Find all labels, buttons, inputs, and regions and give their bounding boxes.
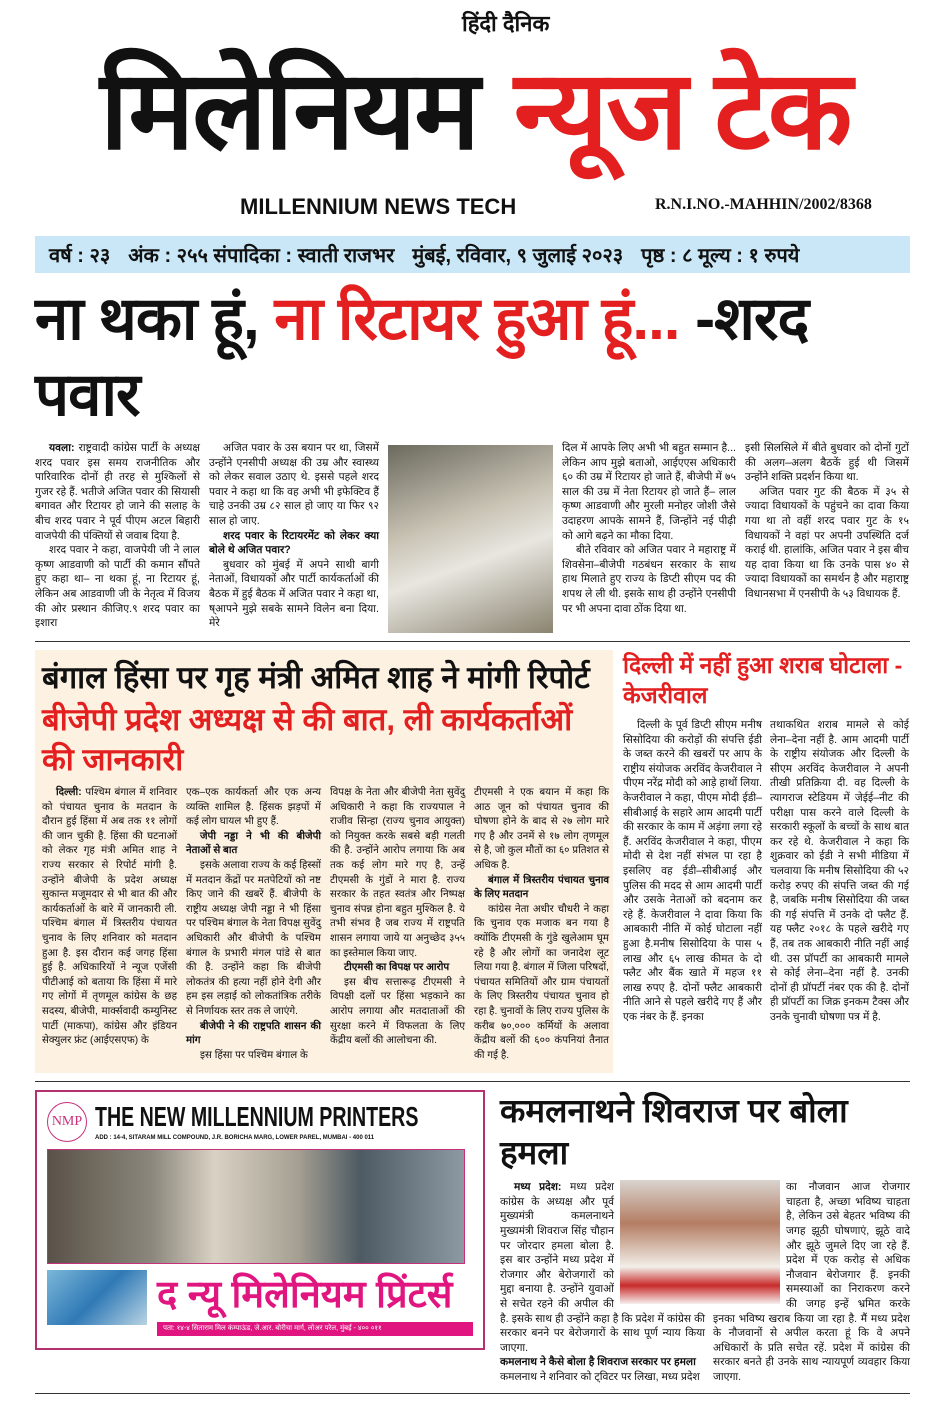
dateline: यवला: [49,442,75,454]
paragraph: उन्होंने कहा है कि प्रदेश में कांग्रेस की सरकार बनने पर बेरोजगारों के साथ पूर्ण न्याय किया जाएगा. [500,1312,706,1354]
dateline: दिल्ली: [56,787,82,798]
paragraph: शरद पवार ने कहा, वाजपेयी जी ने लाल कृष्ण आडवाणी को पार्टी की कमान सौंपते हुए कहा था– ना थका हूं, ना रिटायर हूं, लेकिन अब आडवाणी जी के नेतृत्व में विजय की ओर प्रस्थान कीजिए.९ शरद पवार का इशारा [35,544,200,630]
paragraph: अजित पवार गुट की बैठक में ३५ से ज्यादा विधायकों के पहुंचने का दावा किया गया था तो वहीं शरद पवार गुट के १५ विधायकों ने वहां पर अपनी उपस्थिति दर्ज कराई थी. हालांकि, अजित पवार ने इस बीच यह दावा किया था कि उनके पास ४० से ज्यादा विधायकों का समर्थन है और महाराष्ट्र विधानसभा में एनसीपी के ५३ विधायक हैं. [745,485,909,600]
ad-footer [47,1270,473,1336]
paragraph: विपक्ष के नेता और बीजेपी नेता सुवेंदु अधिकारी ने कहा कि राज्यपाल ने राजीव सिन्हा (राज्य चुनाव आयुक्त) को नियुक्त करके सबसे बड़ी गलती की है. उन्होंने आरोप लगाया कि अब तक कई लोग मारे गए है, उन्हें टीएमसी के गुंडों ने मारा है. राज्य सरकार के तहत स्वतंत्र और निष्पक्ष चुनाव संपन्न होना बहुत मुश्किल है. ये तभी संभव है जब राज्य में राष्ट्रपति शासन लगाया जाये या अनुच्छेद ३५५ का इस्तेमाल किया जाए. [330,787,465,959]
paragraph: बीते रविवार को अजित पवार ने महाराष्ट्र में शिवसेना–बीजेपी गठबंधन सरकार के साथ हाथ मिलाते हुए राज्य के डिप्टी सीएम पद की शपथ ले ली थी. इसके साथ ही उन्होंने एनसीपी पर भी अपना दावा ठोंक दिया था. [562,544,736,615]
masthead-title-black: मिलेनियम [100,49,478,172]
issue-editor: अंक : २५५ संपादिका : स्वाती राजभर [128,245,395,267]
kamalnath-headline: कमलनाथने शिवराज पर बोला हमला [500,1092,848,1172]
paragraph: कमलनाथ ने शनिवार को ट्विटर पर लिखा, मध्य प्रदेश [500,1371,700,1383]
paragraph: इसके अलावा राज्य के कई हिस्सों में मतदान केंद्रों पर मतपेटियों को नष्ट किए जाने की खबरें हैं. बीजेपी के राष्ट्रीय अध्यक्ष जेपी नड्डा ने भी हिंसा पर पश्चिम बंगाल के नेता विपक्ष सुवेंदु अधिकारी और बीजेपी के पश्चिम बंगाल के प्रभारी मंगल पांडे से बात की है. उन्होंने कहा कि बीजेपी लोकतंत्र की हत्या नहीं होने देगी और हम इस लड़ाई को लोकतांत्रिक तरीके से निर्णायक स्तर तक ले जाएंगे. [186,859,321,1017]
headline-part-red: ना रिटायर हुआ हूं... [258,285,680,352]
lead-headline [35,281,910,433]
bengal-headline: बंगाल हिंसा पर गृह मंत्री अमित शाह ने मांगी रिपोर्ट [42,660,590,695]
subheading: शरद पवार के रिटायरमेंट को लेकर क्या बोले थे अजित पवार? [209,529,379,557]
printing-press-photo [47,1149,465,1264]
kamalnath-photo [620,1180,780,1304]
masthead [35,0,910,228]
subheading: टीएमसी का विपक्ष पर आरोप [344,962,450,974]
info-bar [35,236,910,273]
bengal-col-1 [42,786,177,1063]
paragraph: इस हिंसा पर पश्चिम बंगाल के [200,1049,308,1061]
bengal-col-4 [474,786,609,1063]
delhi-headline: दिल्ली में नहीं हुआ शराब घोटाला - केजरीवाल [623,652,903,708]
lead-col-3 [562,441,736,616]
ad-header [47,1100,473,1143]
delhi-columns [623,718,910,1024]
paragraph: किया जा रहा है. मैं मध्य प्रदेश के नौजवानों से अपील करता हूं कि वे अपने अधिकारों के प्रति सचेत रहें. प्रदेश में कांग्रेस की सरकार बनते ही उनके साथ न्यायपूर्ण व्यवहार किया जाएगा. [713,1312,910,1383]
bengal-col-3 [330,786,465,1063]
ad-hindi-block [157,1270,473,1336]
paragraph: बुधवार को मुंबई में अपने साथी बागी नेताओं, विधायकों और पार्टी कार्यकर्ताओं की बैठक में हुई बैठक में अजित पवार ने कहा था, ष्आपने मुझे सबके सामने विलेन बना दिया. मेरे [209,558,379,630]
ad-address: ADD : 14-4, SITARAM MILL COMPOUND, J.R. BORICHA MARG, LOWER PAREL, MUMBAI - 400 011 [95,1135,375,1142]
divider [35,1081,910,1082]
bengal-story-box [35,650,613,1073]
ad-hindi-address: पता: १४-४ सिताराम मिल कंम्पाऊंड, जे.आर. बोरीचा मार्ग, लोअर परेल, मुंबई - ४०० ०११ [157,1322,473,1336]
press-machine-image [47,1270,147,1325]
paragraph: इसी सिलसिले में बीते बुधवार को दोनों गुटों की अलग–अलग बैठकें हुई थी जिसमें उन्होंने शक्ति प्रदर्शन किया था. [745,442,909,484]
paragraph: मध्य प्रदेश कांग्रेस के अध्यक्ष और पूर्व मुख्यमंत्री कमलनाथने मुख्यमंत्री शिवराज सिंह चौहान पर जोरदार हमला बोला है. इस बार उन्होंने मध्य प्रदेश में रोजगार और बेरोजगारों को मुद्दा बनाया है. उन्होंने युवाओं से सचेत रहने की अपील की है. इसके साथ ही [500,1181,614,1325]
bengal-subheadline: बीजेपी प्रदेश अध्यक्ष से की बात, ली कार्यकर्ताओं की जानकारी [42,702,573,777]
dateline: मध्य प्रदेश: [514,1181,562,1194]
headline-part: ना थका हूं, [35,285,259,352]
divider [35,641,910,642]
paragraph: अजित पवार के उस बयान पर था, जिसमें उन्होंने एनसीपी अध्यक्ष की उम्र और स्वास्थ्य को लेकर सवाल उठाए थे. इससे पहले शरद पवार ने कहा था कि वह अभी भी इफेक्टिव हैं चाहे उनकी उम्र ८२ साल हो जाए या फिर ९२ साल हो जाए. [209,442,379,527]
year: वर्ष : २३ [49,245,111,267]
bengal-columns [42,786,607,1063]
ad-hindi-title: द न्यू मिलेनियम प्रिंटर्स [157,1274,453,1317]
nmp-logo: NMP [47,1102,87,1142]
ad-title-block [95,1100,473,1143]
paragraph: इस बीच सत्तारूढ़ टीएमसी ने विपक्षी दलों पर हिंसा भड़काने का आरोप लगाया और मतदाताओं की सुरक्षा करने में विफलता के लिए केंद्रीय बलों की आलोचना की. [330,976,465,1047]
kamalnath-body [500,1180,910,1384]
subheading: बंगाल में त्रिस्तरीय पंचायत चुनाव के लिए मतदान [474,874,609,901]
paragraph: राष्ट्रवादी कांग्रेस पार्टी के अध्यक्ष शरद पवार इस समय राजनीतिक और पारिवारिक दोनों ही तरह से मुश्किलों से गुजर रहे हैं. भतीजे अजित पवार की सियासी बगावत और रिटायर हो जाने की सलाह के बीच शरद पवार ने पूर्व पीएम अटल बिहारी वाजपेयी की पंक्तियों से जवाब दिया है. [35,442,200,542]
subheading: कमलनाथ ने कैसे बोला है शिवराज सरकार पर हमला [500,1356,696,1369]
pages-price: पृष्ठ : ८ मूल्य : १ रुपये [641,245,800,267]
bengal-col-2 [186,786,321,1063]
masthead-title-red: न्यूज टेक [513,49,851,172]
paragraph: पश्चिम बंगाल में शनिवार को पंचायत चुनाव के मतदान के दौरान हुई हिंसा में अब तक ११ लोगों की जान चुकी है. हिंसा की घटनाओं को लेकर गृह मंत्री अमित शाह ने राज्य सरकार से रिपोर्ट मांगी है. उन्होंने बीजेपी के प्रदेश अध्यक्ष सुकान्त मजूमदार से भी बात की और कार्यकर्ताओं के बारे में जानकारी ली. पश्चिम बंगाल में त्रिस्तरीय पंचायत चुनाव के लिए शनिवार को मतदान हुआ है. इस दौरान कई जगह हिंसा हुई है. अधिकारियों ने न्यूज एजेंसी पीटीआई को बताया कि हिंसा में मारे गए लोगों में तृणमूल कांग्रेस के छह सदस्य, बीजेपी, मार्क्सवादी कम्युनिस्ट पार्टी (माकपा), कांग्रेस और इंडियन सेक्युलर फ्रंट (आईएसएफ) के [42,787,177,1047]
lead-story [35,441,910,633]
subheading: जेपी नड्डा ने भी की बीजेपी नेताओं से बात [186,830,321,857]
sharad-pawar-photo [388,445,553,633]
headline-part: -शरद पवार [35,285,809,428]
paragraph: का नौजवान आज रोजगार चाहता है, अच्छा भविष्य चाहता है, लेकिन उसे बेहतर भविष्य की जगह झूठी घोषणाएं, झूठे वादे और झूठे जुमले दिए जा रहे हैं. प्रदेश में एक करोड़ से अधिक नौजवान बेरोजगार हैं. इनकी समस्याओं का निराकरण करने की जगह इन्हें भ्रमित करके इनका भविष्य खराब [713,1181,910,1325]
delhi-col-2 [770,718,909,1024]
lead-col-4 [745,441,909,602]
bottom-row [35,1090,910,1384]
masthead-english: MILLENNIUM NEWS TECH [240,194,517,219]
delhi-story [623,650,910,1024]
masthead-tagline: हिंदी दैनिक [462,11,550,36]
paragraph: तथाकथित शराब मामले से कोई लेना–देना नहीं है. आम आदमी पार्टी के राष्ट्रीय संयोजक और दिल्ली के सीएम अरविंद केजरीवाल ने अपनी तीखी प्रतिक्रिया दी. वह दिल्ली के त्यागराज स्टेडियम में जेईई–नीट की परीक्षा पास करने वाले दिल्ली के सरकारी स्कूलों के बच्चों के साथ बात कर रहे थे. केजरीवाल ने कहा कि शुक्रवार को ईडी ने सभी मीडिया में चलवाया कि मनीष सिसोदिया की ५२ करोड़ रुपए की संपत्ति जब्त की गई है, जबकि मनीष सिसोदिया की जब्त की गई संपत्ति में उनके दो फ्लैट हैं. यह फ्लैट २०१८ के पहले खरीदे गए हैं, तब तक आबकारी नीति नहीं आई थी. उस प्रॉपर्टी का आबकारी मामले से कोई लेना–देना नहीं है. उनकी दोनों ही प्रॉपर्टी नंबर एक की है. दोनों ही प्रॉपर्टी का जिक्र इनकम टैक्स और उनके चुनावी घोषणा पत्र में है. [770,719,909,1023]
paragraph: दिल्ली के पूर्व डिप्टी सीएम मनीष सिसोदिया की करोड़ों की संपत्ति ईडी के जब्त करने की खबरों पर आप के राष्ट्रीय संयोजक अरविंद केजरीवाल ने पीएम नरेंद्र मोदी को आड़े हाथों लिया. केजरीवाल ने कहा, पीएम मोदी ईडी–सीबीआई के सहारे आम आदमी पार्टी की सरकार के काम में अड़ंगा लगा रहे हैं. अरविंद केजरीवाल ने कहा, पीएम मोदी से देश नहीं संभल पा रहा है इसलिए वह ईडी–सीबीआई और पुलिस की मदद से आम आदमी पार्टी और उसके नेताओं को बदनाम कर रहे हैं. केजरीवाल ने दावा किया कि आबकारी नीति में कोई घोटाला नहीं हुआ है.मनीष सिसोदिया के पास ५ लाख और ६५ लाख कीमत के दो फ्लैट और बैंक खाते में महज ११ लाख रुपए है. दोनों फ्लैट आबकारी नीति आने से पहले खरीदे गए हैं और एक नंबर के हैं. इनका [623,719,762,1023]
paragraph: दिल में आपके लिए अभी भी बहुत सम्मान है... लेकिन आप मुझे बताओ, आईएएस अधिकारी ६० की उम्र में रिटायर हो जाते हैं, बीजेपी में ७५ साल की उम्र में नेता रिटायर हो जाते हैं– लाल कृष्ण आडवाणी और मुरली मनोहर जोशी जैसे उदाहरण आपके सामने हैं, जिन्होंने नई पीढ़ी को आगे बढ़ने का मौका दिया. [562,442,736,542]
lead-col-1 [35,441,200,631]
kamalnath-story [500,1090,910,1384]
paragraph: एक–एक कार्यकर्ता और एक अन्य व्यक्ति शामिल है. हिंसक झड़पों में कई लोग घायल भी हुए हैं. [186,787,321,828]
delhi-col-1 [623,718,762,1024]
rni-number: R.N.I.NO.-MAHHIN/2002/8368 [655,196,872,213]
paragraph: टीएमसी ने एक बयान में कहा कि आठ जून को पंचायत चुनाव की घोषणा होने के बाद से २७ लोग मारे गए है और उनमें से १७ लोग तृणमूल से है, जो कुल मौतों का ६० प्रतिशत से अधिक है. [474,787,609,871]
ad-title: THE NEW MILLENNIUM PRINTERS [95,1101,419,1133]
paragraph: कांग्रेस नेता अधीर चौधरी ने कहा कि चुनाव एक मजाक बन गया है क्योंकि टीएमसी के गुंडे खुलेआम घूम रहे है और लोगों का जनादेश लूट लिया गया है. बंगाल में जिला परिषदों, पंचायत समितियों और ग्राम पंचायतों के लिए त्रिस्तरीय पंचायत चुनाव हो रहा है. चुनावों के लिए राज्य पुलिस के करीब ७०,००० कर्मियों के अलावा केंद्रीय बलों की ६०० कंपनियां तैनात की गई है. [474,903,609,1061]
date: मुंबई, रविवार, ९ जुलाई २०२३ [412,245,624,267]
lead-col-2 [209,441,379,631]
bottom-rule [35,1393,910,1394]
subheading: बीजेपी ने की राष्ट्रपति शासन की मांग [186,1020,321,1047]
masthead-titles [100,36,850,186]
printers-advertisement [35,1090,485,1350]
middle-row [35,650,910,1073]
